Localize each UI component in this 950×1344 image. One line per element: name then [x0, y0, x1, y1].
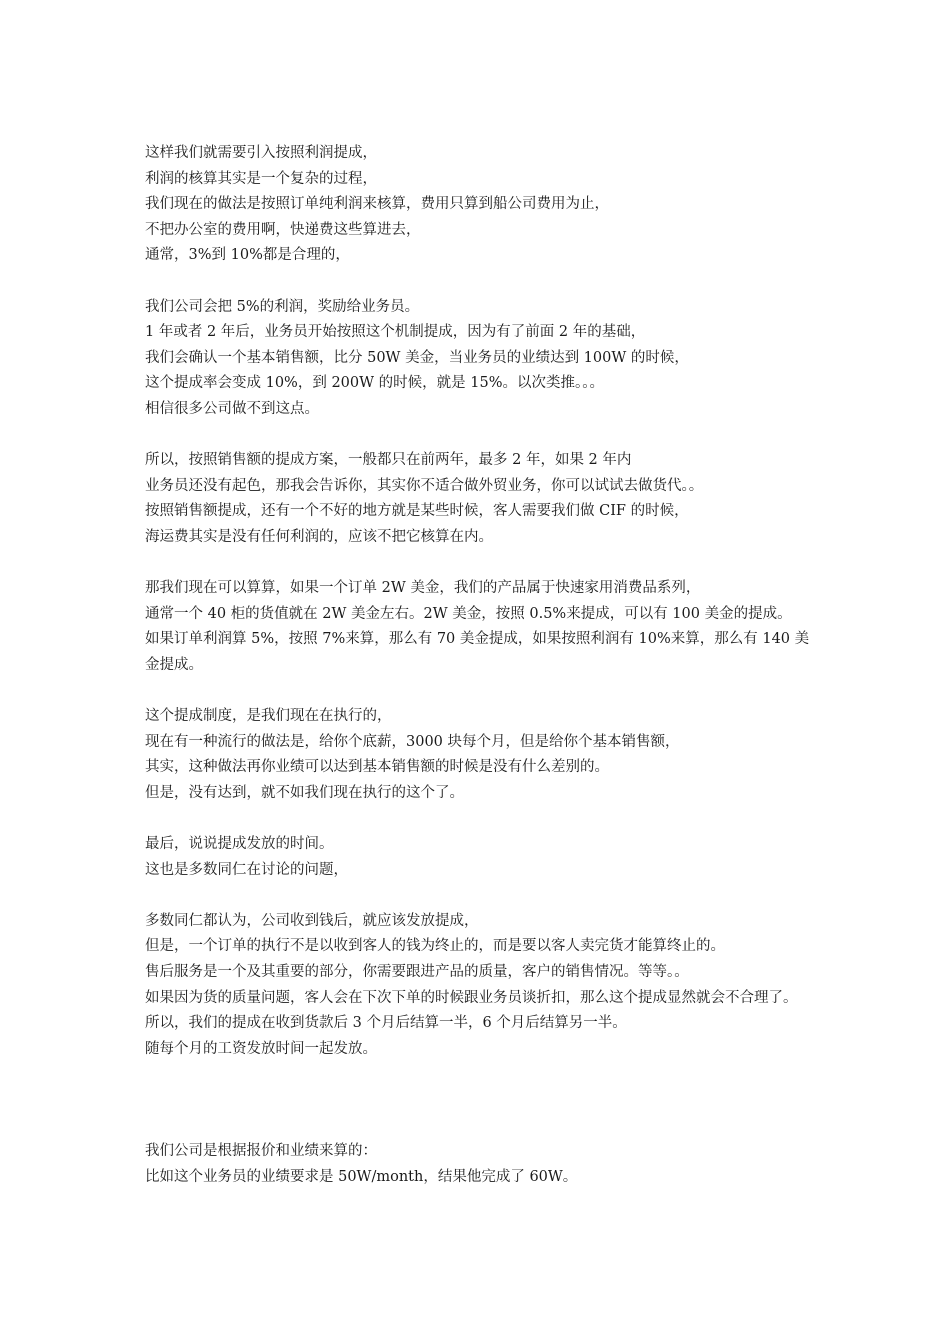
paragraph-current-system: [145, 704, 815, 806]
text-line: 如果订单利润算 5%，按照 7%来算，那么有 70 美金提成，如果按照利润有 10%来算，那么有 140 美金提成。: [145, 631, 810, 673]
text-line: 不把办公室的费用啊，快递费这些算进去，: [145, 221, 421, 238]
paragraph-spacer: [145, 678, 815, 704]
paragraph-spacer: [145, 883, 815, 909]
text-line: 所以，我们的提成在收到货款后 3 个月后结算一半，6 个月后结算另一半。: [145, 1015, 627, 1032]
text-line: 我们公司会把 5%的利润，奖励给业务员。: [145, 298, 420, 315]
text-line: 如果因为货的质量问题，客人会在下次下单的时候跟业务员谈折扣，那么这个提成显然就会不合理了。: [145, 989, 798, 1006]
text-line: 通常，3%到 10%都是合理的，: [145, 247, 350, 264]
text-line: 所以，按照销售额的提成方案，一般都只在前两年，最多 2 年，如果 2 年内: [145, 452, 632, 469]
text-line: 相信很多公司做不到这点。: [145, 400, 319, 417]
paragraph-spacer: [145, 551, 815, 577]
text-line: 那我们现在可以算算，如果一个订单 2W 美金，我们的产品属于快速家用消费品系列，: [145, 580, 701, 597]
text-line: 按照销售额提成，还有一个不好的地方就是某些时候，客人需要我们做 CIF 的时候，: [145, 503, 689, 520]
text-line: 其实，这种做法再你业绩可以达到基本销售额的时候是没有什么差别的。: [145, 759, 609, 776]
paragraph-reward-rate: [145, 295, 815, 423]
text-line: 但是，没有达到，就不如我们现在执行的这个了。: [145, 784, 464, 801]
paragraph-payout-policy: [145, 909, 815, 1063]
paragraph-spacer: [145, 269, 815, 295]
text-line: 随每个月的工资发放时间一起发放。: [145, 1040, 377, 1057]
text-line: 利润的核算其实是一个复杂的过程，: [145, 170, 377, 187]
text-line: 最后，说说提成发放的时间。: [145, 836, 334, 853]
text-line: 我们会确认一个基本销售额，比分 50W 美金，当业务员的业绩达到 100W 的时候，: [145, 349, 689, 366]
paragraph-spacer: [145, 423, 815, 449]
paragraph-quote-performance: [145, 1139, 815, 1190]
text-line: 我们现在的做法是按照订单纯利润来核算，费用只算到船公司费用为止，: [145, 196, 609, 213]
text-line: 我们公司是根据报价和业绩来算的：: [145, 1143, 377, 1160]
paragraph-example-calculation: [145, 576, 815, 678]
paragraph-spacer: [145, 806, 815, 832]
text-line: 1 年或者 2 年后，业务员开始按照这个机制提成，因为有了前面 2 年的基础，: [145, 324, 646, 341]
text-line: 售后服务是一个及其重要的部分，你需要跟进产品的质量，客户的销售情况。等等。。: [145, 964, 689, 980]
paragraph-profit-commission: [145, 141, 815, 269]
paragraph-sales-based-plan: [145, 448, 815, 550]
text-line: 现在有一种流行的做法是，给你个底薪，3000 块每个月，但是给你个基本销售额，: [145, 733, 680, 750]
text-line: 这个提成制度，是我们现在在执行的，: [145, 708, 392, 725]
paragraph-payout-timing: [145, 832, 815, 883]
text-line: 通常一个 40 柜的货值就在 2W 美金左右。2W 美金，按照 0.5%来提成，可以有 100 美金的提成。: [145, 605, 792, 622]
text-line: 这也是多数同仁在讨论的问题，: [145, 861, 348, 878]
text-line: 这个提成率会变成 10%，到 200W 的时候，就是 15%。以次类推。。。: [145, 375, 604, 392]
text-line: 多数同仁都认为，公司收到钱后，就应该发放提成，: [145, 912, 479, 929]
text-line: 这样我们就需要引入按照利润提成，: [145, 145, 377, 161]
text-line: 海运费其实是没有任何利润的，应该不把它核算在内。: [145, 528, 493, 545]
text-line: 比如这个业务员的业绩要求是 50W/month，结果他完成了 60W。: [145, 1168, 578, 1185]
text-line: 业务员还没有起色，那我会告诉你，其实你不适合做外贸业务，你可以试试去做货代。。: [145, 477, 704, 494]
document-body: [145, 141, 815, 1190]
paragraph-spacer: [145, 1062, 815, 1139]
text-line: 但是，一个订单的执行不是以收到客人的钱为终止的，而是要以客人卖完货才能算终止的。: [145, 938, 725, 955]
